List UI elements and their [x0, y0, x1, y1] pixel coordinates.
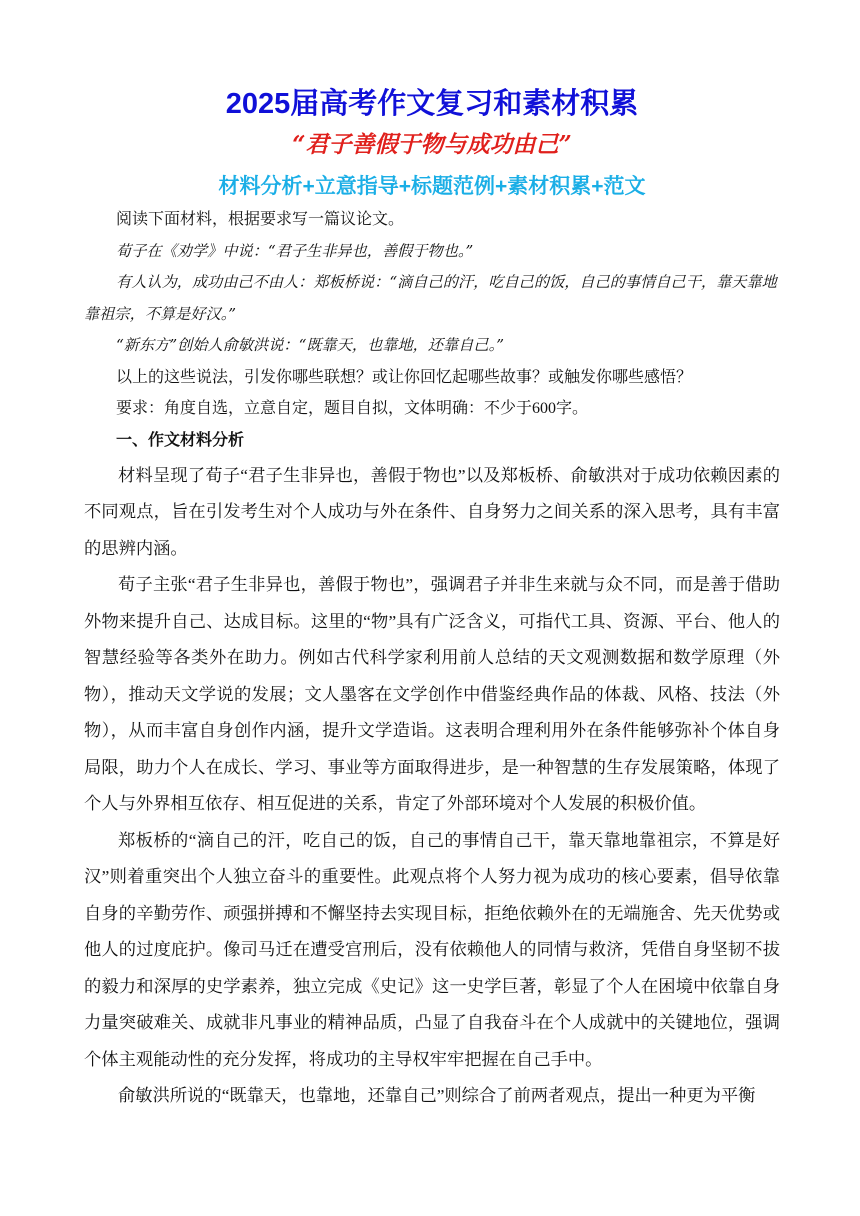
analysis-paragraph: 郑板桥的“滴自己的汗，吃自己的饭，自己的事情自己干，靠天靠地靠祖宗，不算是好汉”则着重突出个人独立奋斗的重要性。此观点将个人努力视为成功的核心要素，倡导依靠自身的辛勤劳作、顽强拼搏和不懈坚持去实现目标，拒绝依赖外在的无端施舍、先天优势或他人的过度庇护。像司马迁在遭受宫刑后，没有依赖他人的同情与救济，凭借自身坚韧不拔的毅力和深厚的史学素养，独立完成《史记》这一史学巨著，彰显了个人在困境中依靠自身力量突破难关、成就非凡事业的精神品质，凸显了自我奋斗在个人成就中的关键地位，强调个体主观能动性的充分发挥，将成功的主导权牢牢把握在自己手中。	[84, 830, 780, 1069]
document-page	[84, 84, 780, 1115]
prompt-quote-zheng: 有人认为，成功由己不由人：郑板桥说：“滴自己的汗，吃自己的饭，自己的事情自己干，靠天靠地靠祖宗，不算是好汉。”	[84, 273, 777, 323]
topic-subtitle: “君子善假于物与成功由己”	[292, 131, 572, 158]
prompt-requirements: 要求：角度自选，立意自定，题目自拟，文体明确：不少于600字。	[116, 400, 589, 417]
analysis-paragraph: 俞敏洪所说的“既靠天，也靠地，还靠自己”则综合了前两者观点，提出一种更为平衡	[118, 1086, 756, 1105]
analysis-paragraph: 荀子主张“君子生非异也，善假于物也”，强调君子并非生来就与众不同，而是善于借助外物来提升自己、达成目标。这里的“物”具有广泛含义，可指代工具、资源、平台、他人的智慧经验等各类外在助力。例如古代科学家利用前人总结的天文观测数据和数学原理（外物），推动天文学说的发展；文人墨客在文学创作中借鉴经典作品的体裁、风格、技法（外物），从而丰富自身创作内涵，提升文学造诣。这表明合理利用外在条件能够弥补个体自身局限，助力个人在成长、学习、事业等方面取得进步，是一种智慧的生存发展策略，体现了个人与外界相互依存、相互促进的关系，肯定了外部环境对个人发展的积极价值。	[84, 575, 780, 813]
section-heading-analysis: 一、作文材料分析	[116, 431, 245, 449]
content-tagline: 材料分析+立意指导+标题范例+素材积累+范文	[218, 175, 646, 198]
prompt-quote-xunzi: 荀子在《劝学》中说：“君子生非异也，善假于物也。”	[116, 241, 474, 260]
prompt-instruction: 阅读下面材料，根据要求写一篇议论文。	[116, 211, 405, 228]
prompt-question: 以上的这些说法，引发你哪些联想？或让你回忆起哪些故事？或触发你哪些感悟？	[116, 368, 693, 386]
document-title: 2025届高考作文复习和素材积累	[225, 88, 639, 120]
analysis-paragraph: 材料呈现了荀子“君子生非异也，善假于物也”以及郑板桥、俞敏洪对于成功依赖因素的不同观点，旨在引发考生对个人成功与外在条件、自身努力之间关系的深入思考，具有丰富的思辨内涵。	[84, 465, 780, 558]
prompt-quote-yu: “新东方”创始人俞敏洪说：“既靠天，也靠地，还靠自己。”	[116, 336, 504, 354]
